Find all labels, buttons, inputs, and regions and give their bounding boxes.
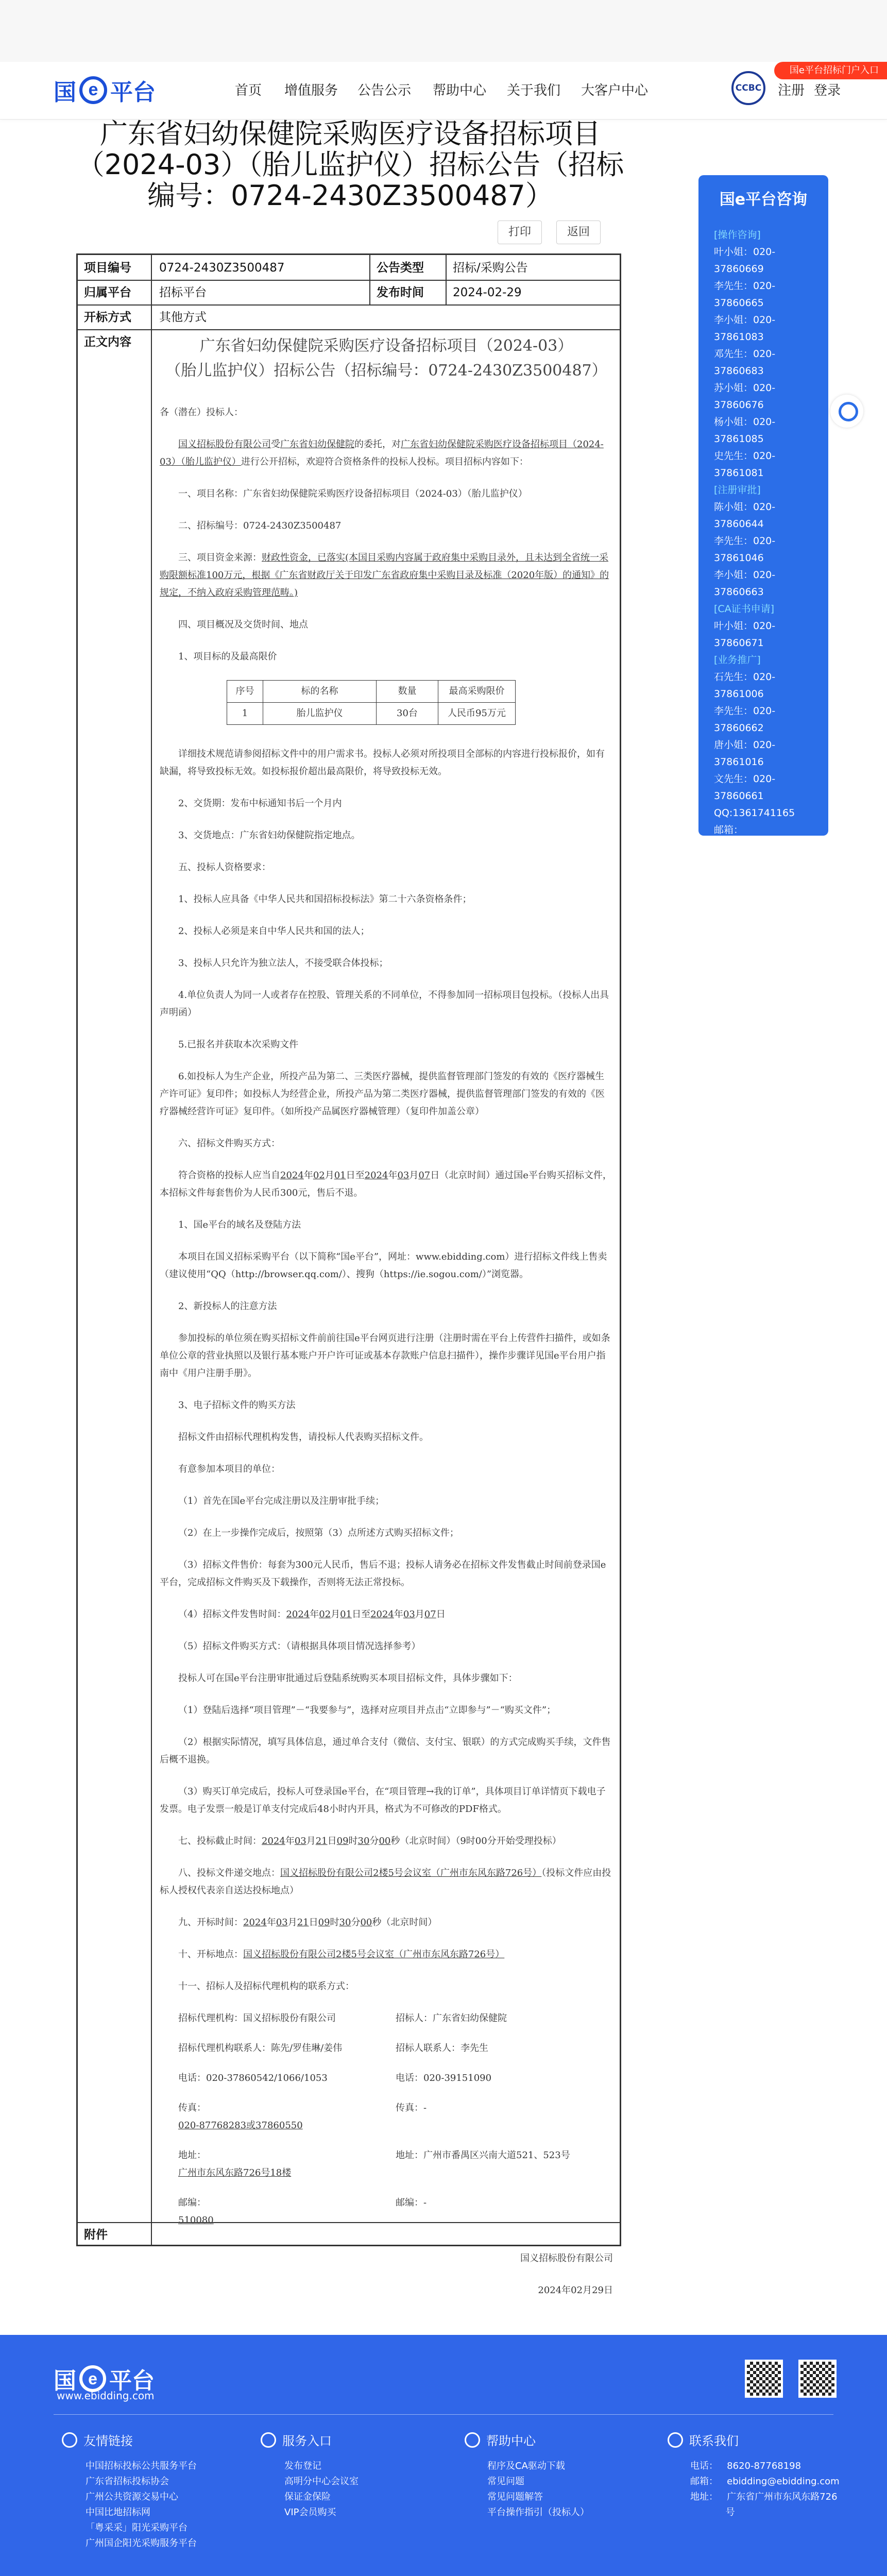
item-6-step-3: （3）购买订单完成后，投标人可登录国e平台，在“项目管理→我的订单”，具体项目订单详情页下载电子发票。电子发票一般是订单支付完成后48小时内开具，格式为不可修改的PDF格式。 bbox=[160, 1786, 606, 1815]
items-col-qty: 数量 bbox=[377, 681, 438, 703]
footer-list-item: 电话： 8620-87768198 bbox=[690, 2461, 801, 2471]
footer-links-title: 友情链接 bbox=[62, 2431, 133, 2449]
item-9: 九、开标时间：2024年03月21日09时30分00秒（北京时间） bbox=[178, 1917, 437, 1928]
greeting: 各（潜在）投标人： bbox=[160, 407, 243, 418]
item-7: 七、投标截止时间：2024年03月21日09时30分00秒（北京时间）（9时00分开始受理投标） bbox=[178, 1836, 561, 1846]
body-heading-line2: （胎儿监护仪）招标公告（招标编号：0724-2430Z3500487） bbox=[165, 362, 607, 380]
items-col-name: 标的名称 bbox=[263, 681, 377, 703]
consult-line: 叶小姐：020- bbox=[714, 246, 776, 258]
print-button[interactable]: 打印 bbox=[498, 221, 542, 244]
contact-icon bbox=[668, 2432, 683, 2448]
consult-line: 37860676 bbox=[714, 399, 764, 411]
item-6-3-2: （2）在上一步操作完成后，按照第（3）点所述方式购买招标文件； bbox=[178, 1528, 459, 1538]
consult-panel bbox=[698, 175, 833, 853]
item-5-4: 4.单位负责人为同一人或者存在控股、管理关系的不同单位，不得参加同一招标项目包投标。（投标人出具声明函） bbox=[160, 990, 609, 1018]
nav-home[interactable]: 首页 bbox=[235, 83, 262, 98]
item-6-3-steps: 投标人可在国e平台注册审批通过后登陆系统购买本项目招标文件，具体步骤如下： bbox=[178, 1673, 518, 1684]
footer-list-item[interactable]: 中国招标投标公共服务平台 bbox=[86, 2461, 197, 2471]
item-4: 四、项目概况及交货时间、地点 bbox=[178, 619, 308, 630]
platform-value: 招标平台 bbox=[159, 286, 207, 299]
item-6-3-intro: 有意参加本项目的单位： bbox=[178, 1464, 280, 1475]
consult-title: 国e平台咨询 bbox=[719, 191, 808, 209]
logo-text: 平台 bbox=[110, 80, 156, 105]
consult-line: 叶小姐：020- bbox=[714, 620, 776, 632]
consult-line: 文先生：020- bbox=[714, 773, 776, 785]
footer-list-item[interactable]: 平台操作指引（投标人） bbox=[487, 2507, 589, 2518]
items-cell-price: 人民币95万元 bbox=[438, 703, 516, 725]
item-6-3: 3、电子招标文件的购买方法 bbox=[178, 1400, 296, 1411]
nav-key-accounts[interactable]: 大客户中心 bbox=[581, 83, 649, 98]
contact-row-2: 招标代理机构联系人：陈先/罗佳琳/姜伟 招标人联系人：李先生 bbox=[178, 2043, 488, 2054]
footer-help-list bbox=[487, 2459, 589, 2520]
consult-line: 37860671 bbox=[714, 637, 764, 649]
footer-divider bbox=[54, 2414, 833, 2415]
item-5: 五、投标人资格要求： bbox=[178, 862, 271, 873]
consult-line: 杨小姐：020- bbox=[714, 416, 776, 428]
type-value: 招标/采购公告 bbox=[453, 261, 528, 275]
items-col-no: 序号 bbox=[227, 681, 263, 703]
item-6-1: 1、国e平台的域名及登陆方法 bbox=[178, 1219, 301, 1230]
consult-line: 37861016 bbox=[714, 756, 764, 768]
intro-paragraph: 国义招标股份有限公司受广东省妇幼保健院的委托，对广东省妇幼保健院采购医疗设备招标项目（2024-03）（胎儿监护仪）进行公开招标，欢迎符合资格条件的投标人投标。项目招标内容如下： bbox=[160, 439, 604, 467]
footer-list-item[interactable]: 发布登记 bbox=[284, 2461, 321, 2471]
footer-logo-e-icon: e bbox=[79, 2365, 106, 2392]
project-no-label: 项目编号 bbox=[84, 261, 131, 275]
footer-list-item[interactable]: VIP会员购买 bbox=[284, 2507, 336, 2518]
date-label: 发布时间 bbox=[377, 286, 424, 299]
consult-line: 37860683 bbox=[714, 365, 764, 377]
consult-line: 37860644 bbox=[714, 518, 764, 530]
footer-list-item: 邮箱： ebidding@ebidding.com bbox=[690, 2476, 840, 2487]
consult-line: 37860669 bbox=[714, 263, 764, 275]
footer-list-item[interactable]: 常见问题解答 bbox=[487, 2492, 543, 2502]
date-value: 2024-02-29 bbox=[453, 286, 522, 299]
qr-code-icon bbox=[798, 2360, 837, 2398]
consult-line: 37861083 bbox=[714, 331, 764, 343]
signature: 国义招标股份有限公司 bbox=[520, 2253, 613, 2264]
footer-list-item[interactable]: 保证金保险 bbox=[284, 2492, 331, 2502]
platform-label: 归属平台 bbox=[84, 286, 131, 299]
consult-line: 37861085 bbox=[714, 433, 764, 445]
top-strip bbox=[0, 0, 887, 62]
contact-row-5: 地址： 广州市东风东路726号18楼 地址：广州市番禺区兴南大道521、523号 bbox=[178, 2150, 570, 2178]
consult-section: [业务推广] bbox=[714, 654, 761, 666]
footer-list-item[interactable]: 程序及CA驱动下载 bbox=[487, 2461, 565, 2471]
logo-prefix: 国 bbox=[54, 80, 76, 105]
nav-help[interactable]: 帮助中心 bbox=[433, 83, 487, 98]
item-6-text: 符合资格的投标人应当自2024年02月01日至2024年03月07日（北京时间）通过国e平台购买招标文件，本招标文件每套售价为人民币300元，售后不退。 bbox=[160, 1170, 612, 1198]
item-6-3-3: （3）招标文件售价：每套为300元人民币，售后不退；投标人请务必在招标文件发售截止时间前登录国e平台，完成招标文件购买及下载操作，否则将无法正常投标。 bbox=[160, 1560, 606, 1588]
customer-service-icon[interactable] bbox=[830, 395, 863, 428]
consult-section: [CA证书申请] bbox=[714, 603, 775, 615]
item-6-3-1: （1）首先在国e平台完成注册以及注册审批手续； bbox=[178, 1496, 385, 1506]
item-5-1: 1、投标人应具备《中华人民共和国招标投标法》第二十六条资格条件； bbox=[178, 894, 472, 905]
footer-contact-title: 联系我们 bbox=[668, 2431, 739, 2449]
method-label: 开标方式 bbox=[84, 311, 131, 324]
register-link[interactable]: 注册 bbox=[778, 83, 805, 98]
consult-section: [注册审批] bbox=[714, 484, 761, 496]
footer-list-item[interactable]: 广东省招标投标协会 bbox=[86, 2476, 169, 2487]
consult-line: 37860661 bbox=[714, 790, 764, 802]
help-icon bbox=[465, 2432, 480, 2448]
nav-announcements[interactable]: 公告公示 bbox=[357, 83, 412, 98]
items-col-price: 最高采购限价 bbox=[438, 681, 516, 703]
link-icon bbox=[62, 2432, 77, 2448]
item-10: 十、开标地点：国义招标股份有限公司2楼5号会议室（广州市东风东路726号） bbox=[178, 1949, 505, 1960]
item-location: 3、交货地点：广东省妇幼保健院指定地点。 bbox=[178, 830, 361, 841]
project-no-value: 0724-2430Z3500487 bbox=[159, 261, 285, 275]
login-link[interactable]: 登录 bbox=[814, 83, 841, 98]
footer-service-list bbox=[284, 2459, 359, 2520]
consult-section: [操作咨询] bbox=[714, 229, 761, 241]
body-heading bbox=[160, 334, 613, 383]
item-6-2-text: 参加投标的单位须在购买招标文件前前往国e平台网页进行注册（注册时需在平台上传营件扫描件，或如条单位公章的营业执照以及银行基本账户开户许可证或基本存款账户信息扫描件），操作步骤详见国e平台用户指南中《用户注册手册》。 bbox=[160, 1333, 610, 1379]
consult-line: 37860665 bbox=[714, 297, 764, 309]
item-4-1: 1、项目标的及最高限价 bbox=[178, 651, 277, 662]
page-title: 广东省妇幼保健院采购医疗设备招标项目（2024-03）（胎儿监护仪）招标公告（招标编号：0724-2430Z3500487） bbox=[76, 117, 624, 212]
consult-line: 陈小姐：020- bbox=[714, 501, 776, 513]
footer-list-item[interactable]: 中国比地招标网 bbox=[86, 2507, 150, 2518]
nav-about[interactable]: 关于我们 bbox=[507, 83, 561, 98]
consult-line: 苏小姐：020- bbox=[714, 382, 776, 394]
items-cell-no: 1 bbox=[227, 703, 263, 725]
content-label: 正文内容 bbox=[84, 335, 131, 349]
item-6-2: 2、新投标人的注意方法 bbox=[178, 1301, 277, 1312]
service-icon bbox=[261, 2432, 276, 2448]
item-1: 一、项目名称：广东省妇幼保健院采购医疗设备招标项目（2024-03）（胎儿监护仪） bbox=[178, 488, 527, 499]
footer-list-item: 号 bbox=[690, 2507, 735, 2518]
consult-line: 石先生：020- bbox=[714, 671, 776, 683]
footer-list-item[interactable]: 常见问题 bbox=[487, 2476, 524, 2487]
item-8: 八、投标文件递交地点：国义招标股份有限公司2楼5号会议室（广州市东风东路726号）（投标文件应由投标人授权代表亲自送达投标地点） bbox=[160, 1868, 611, 1896]
footer-list-item[interactable]: 广州国企阳光采购服务平台 bbox=[86, 2538, 197, 2549]
consult-line: 37861081 bbox=[714, 467, 764, 479]
nav-value-added[interactable]: 增值服务 bbox=[284, 83, 338, 98]
consult-line: 李先生：020- bbox=[714, 535, 776, 547]
item-6-3-4: （4）招标文件发售时间：2024年02月01日至2024年03月07日 bbox=[178, 1609, 446, 1620]
footer-logo-prefix: 国 bbox=[54, 2368, 76, 2394]
footer-list-item[interactable]: 「粤采采」阳光采购平台 bbox=[86, 2522, 187, 2533]
consult-line: 李先生：020- bbox=[714, 280, 776, 292]
back-button[interactable]: 返回 bbox=[556, 221, 601, 244]
ccbc-logo-icon: CCBC bbox=[731, 71, 765, 105]
footer-site-url[interactable]: www.ebidding.com bbox=[57, 2389, 155, 2402]
footer-logo-text: 平台 bbox=[109, 2368, 155, 2394]
consult-line: 37861046 bbox=[714, 552, 764, 564]
consult-line: QQ:1361741165 bbox=[714, 807, 795, 819]
item-5-6: 6.如投标人为生产企业，所投产品为第二、三类医疗器械，提供监督管理部门签发的有效的《医疗器械生产许可证》复印件；如投标人为经营企业，所投产品为第二类医疗器械，提供监督管理部门签发的有效的《医疗器械经营许可证》复印件。（如所投产品属医疗器械管理）（复印件加盖公章） bbox=[160, 1071, 605, 1117]
items-cell-qty: 30台 bbox=[377, 703, 438, 725]
consult-line: ebidding@ebidding.com bbox=[714, 841, 833, 853]
item-6-1-text: 本项目在国义招标采购平台（以下简称“国e平台”，网址：www.ebidding.com）进行招标文件线上售卖（建议使用“QQ（http://browser.qq.com/）、搜狗（https://ie.sogou.com/）”浏览器。 bbox=[160, 1251, 607, 1280]
item-3: 三、项目资金来源：财政性资金，已落实(本国目采购内容属于政府集中采购目录外，且未达到全省统一采购限额标准100万元，根据《广东省财政厅关于印发广东省政府集中采购目录及标准（2020年版）的通知》的规定，不纳入政府采购管理范畴。) bbox=[160, 552, 609, 598]
contact-row-4: 传真： 020-87768283或37860550 传真：- bbox=[178, 2103, 427, 2131]
item-5-5: 5.已报名并获取本次采购文件 bbox=[178, 1039, 299, 1050]
footer-contact-list bbox=[690, 2459, 845, 2520]
item-6-3-text: 招标文件由招标代理机构发售，请投标人代表购买招标文件。 bbox=[178, 1432, 429, 1443]
consult-line: 唐小姐：020- bbox=[714, 739, 776, 751]
footer-links-list bbox=[86, 2459, 197, 2551]
type-label: 公告类型 bbox=[377, 261, 424, 275]
item-2: 二、招标编号：0724-2430Z3500487 bbox=[178, 520, 342, 531]
items-cell-name: 胎儿监护仪 bbox=[263, 703, 377, 725]
consult-line: 李小姐：020- bbox=[714, 569, 776, 581]
item-11: 十一、招标人及招标代理机构的联系方式： bbox=[178, 1981, 354, 1992]
footer-help-title: 帮助中心 bbox=[465, 2431, 536, 2449]
item-6-step-2: （2）根据实际情况，填写具体信息，通过单合支付（微信、支付宝、银联）的方式完成购买手续，文件售后概不退换。 bbox=[160, 1737, 611, 1765]
consult-line: 37860663 bbox=[714, 586, 764, 598]
footer-list-item[interactable]: 广州公共资源交易中心 bbox=[86, 2492, 178, 2502]
attachment-label: 附件 bbox=[84, 2228, 108, 2242]
signature-date: 2024年02月29日 bbox=[538, 2285, 613, 2296]
contact-row-3: 电话：020-37860542/1066/1053 电话：020-39151090 bbox=[178, 2073, 492, 2083]
consult-line: 邮箱： bbox=[714, 824, 744, 836]
announcement-body bbox=[160, 334, 613, 2314]
footer-list-item: 地址： 广东省广州市东风东路726 bbox=[690, 2492, 838, 2502]
item-5-2: 2、投标人必须是来自中华人民共和国的法人； bbox=[178, 926, 370, 937]
items-table bbox=[227, 680, 516, 725]
table-row bbox=[227, 703, 516, 725]
method-value: 其他方式 bbox=[159, 311, 207, 324]
body-heading-line1: 广东省妇幼保健院采购医疗设备招标项目（2024-03） bbox=[199, 337, 573, 355]
item-6: 六、招标文件购买方式： bbox=[178, 1138, 280, 1149]
consult-line: 李先生：020- bbox=[714, 705, 776, 717]
item-5-3: 3、投标人只允许为独立法人，不接受联合体投标； bbox=[178, 958, 388, 969]
portal-entry-badge[interactable]: 国e平台招标门户入口 bbox=[774, 62, 887, 79]
qr-code-icon bbox=[745, 2360, 783, 2398]
footer-list-item[interactable]: 高明分中心会议室 bbox=[284, 2476, 359, 2487]
footer-service-title: 服务入口 bbox=[261, 2431, 332, 2449]
item-6-3-5: （5）招标文件购买方式：（请根据具体项目情况选择参考） bbox=[178, 1641, 421, 1652]
consult-line: 37860662 bbox=[714, 722, 764, 734]
logo-e-icon: e bbox=[79, 76, 107, 104]
consult-line: 李小姐：020- bbox=[714, 314, 776, 326]
item-delivery: 2、交货期：发布中标通知书后一个月内 bbox=[178, 798, 342, 809]
site-logo[interactable] bbox=[54, 75, 156, 106]
consult-list bbox=[714, 227, 833, 856]
item-detail: 详细技术规范请参阅招标文件中的用户需求书。投标人必须对所投项目全部标的内容进行投标报价，如有缺漏，将导致投标无效。如投标报价超出最高限价，将导致投标无效。 bbox=[160, 749, 605, 777]
consult-line: 37861006 bbox=[714, 688, 764, 700]
item-6-step-1: （1）登陆后选择“项目管理”－“我要参与”，选择对应项目并点击“立即参与”－“购买文件”； bbox=[178, 1705, 556, 1716]
contact-row-6: 邮编： 510080 邮编：- bbox=[178, 2197, 427, 2226]
consult-line: 邓先生：020- bbox=[714, 348, 776, 360]
consult-line: 史先生：020- bbox=[714, 450, 776, 462]
contact-row-1: 招标代理机构：国义招标股份有限公司 招标人：广东省妇幼保健院 bbox=[178, 2013, 507, 2024]
